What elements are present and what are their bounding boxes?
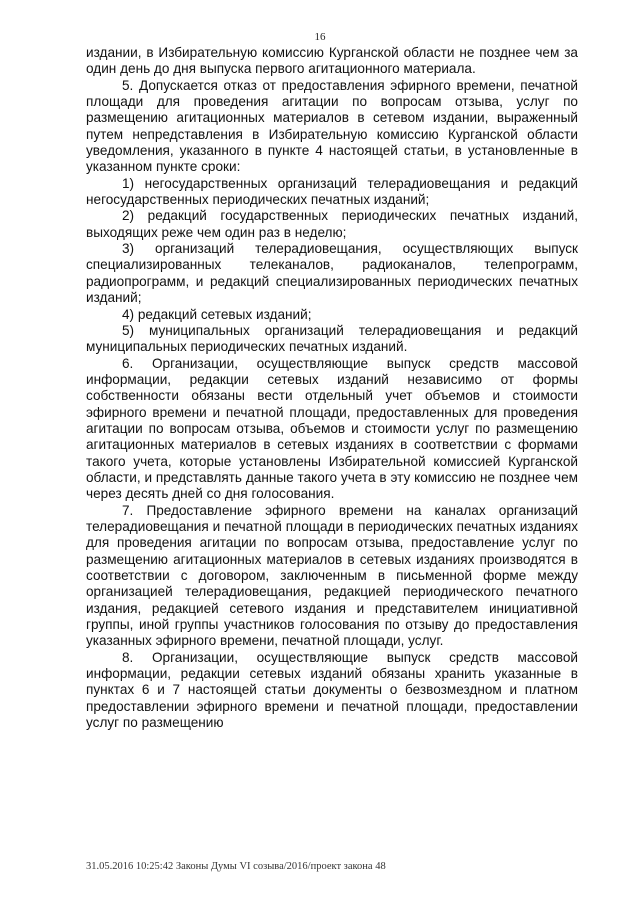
document-footer: 31.05.2016 10:25:42 Законы Думы VI созыва/2016/проект закона 48 <box>86 861 386 872</box>
document-body <box>86 45 578 731</box>
subitem-5: 5) муниципальных организаций телерадиовещания и редакций муниципальных периодических печатных изданий. <box>86 322 578 355</box>
page-number: 16 <box>314 31 326 43</box>
subitem-4: 4) редакций сетевых изданий; <box>122 306 312 322</box>
paragraph-item-8: 8. Организации, осуществляющие выпуск средств массовой информации, редакции сетевых изданий обязаны хранить указанные в пунктах 6 и 7 настоящей статьи документы о безвозмездном и платном предоставлении эфирного времени и печатной площади, предоставлении услуг по размещению <box>86 649 578 731</box>
subitem-3: 3) организаций телерадиовещания, осуществляющих выпуск специализированных телеканалов, радиоканалов, телепрограмм, радиопрограмм, и редакций специализированных периодических печатных изданий; <box>86 241 578 306</box>
subitem-2: 2) редакций государственных периодических печатных изданий, выходящих реже чем один раз в неделю; <box>86 208 578 240</box>
paragraph-item-6: 6. Организации, осуществляющие выпуск средств массовой информации, редакции сетевых изданий независимо от формы собственности обязаны вести отдельный учет объемов и стоимости эфирного времени и печатной площади, предоставленных для проведения агитации по вопросам отзыва, объемов и стоимости услуг по размещению агитационных материалов в сетевых изданиях в соответствии с формами такого учета, которые установлены Избирательной комиссией Курганской области, и представлять данные такого учета в эту комиссию не позднее чем через десять дней со дня голосования. <box>86 355 578 502</box>
paragraph-item-5: 5. Допускается отказ от предоставления эфирного времени, печатной площади для проведения агитации по вопросам отзыва, услуг по размещению агитационных материалов в сетевом издании, выраженный путем непредставления в Избирательную комиссию Курганской области уведомления, указанного в пункте 4 настоящей статьи, в установленные в указанном пункте сроки: <box>86 77 578 175</box>
paragraph-continuation: издании, в Избирательную комиссию Курганской области не позднее чем за один день до дня выпуска первого агитационного материала. <box>86 45 578 77</box>
paragraph-item-7: 7. Предоставление эфирного времени на каналах организаций телерадиовещания и печатной площади в периодических печатных изданиях для проведения агитации по вопросам отзыва, предоставление услуг по размещению агитационных материалов в сетевых изданиях производятся в соответствии с договором, заключенным в письменной форме между организацией телерадиовещания, редакцией периодического печатного издания, редакцией сетевого издания и представителем инициативной группы, иной группы участников голосования по отзыву до предоставления указанных эфирного времени, печатной площади, услуг. <box>86 502 578 649</box>
subitem-1: 1) негосударственных организаций телерадиовещания и редакций негосударственных периодических печатных изданий; <box>86 175 578 208</box>
